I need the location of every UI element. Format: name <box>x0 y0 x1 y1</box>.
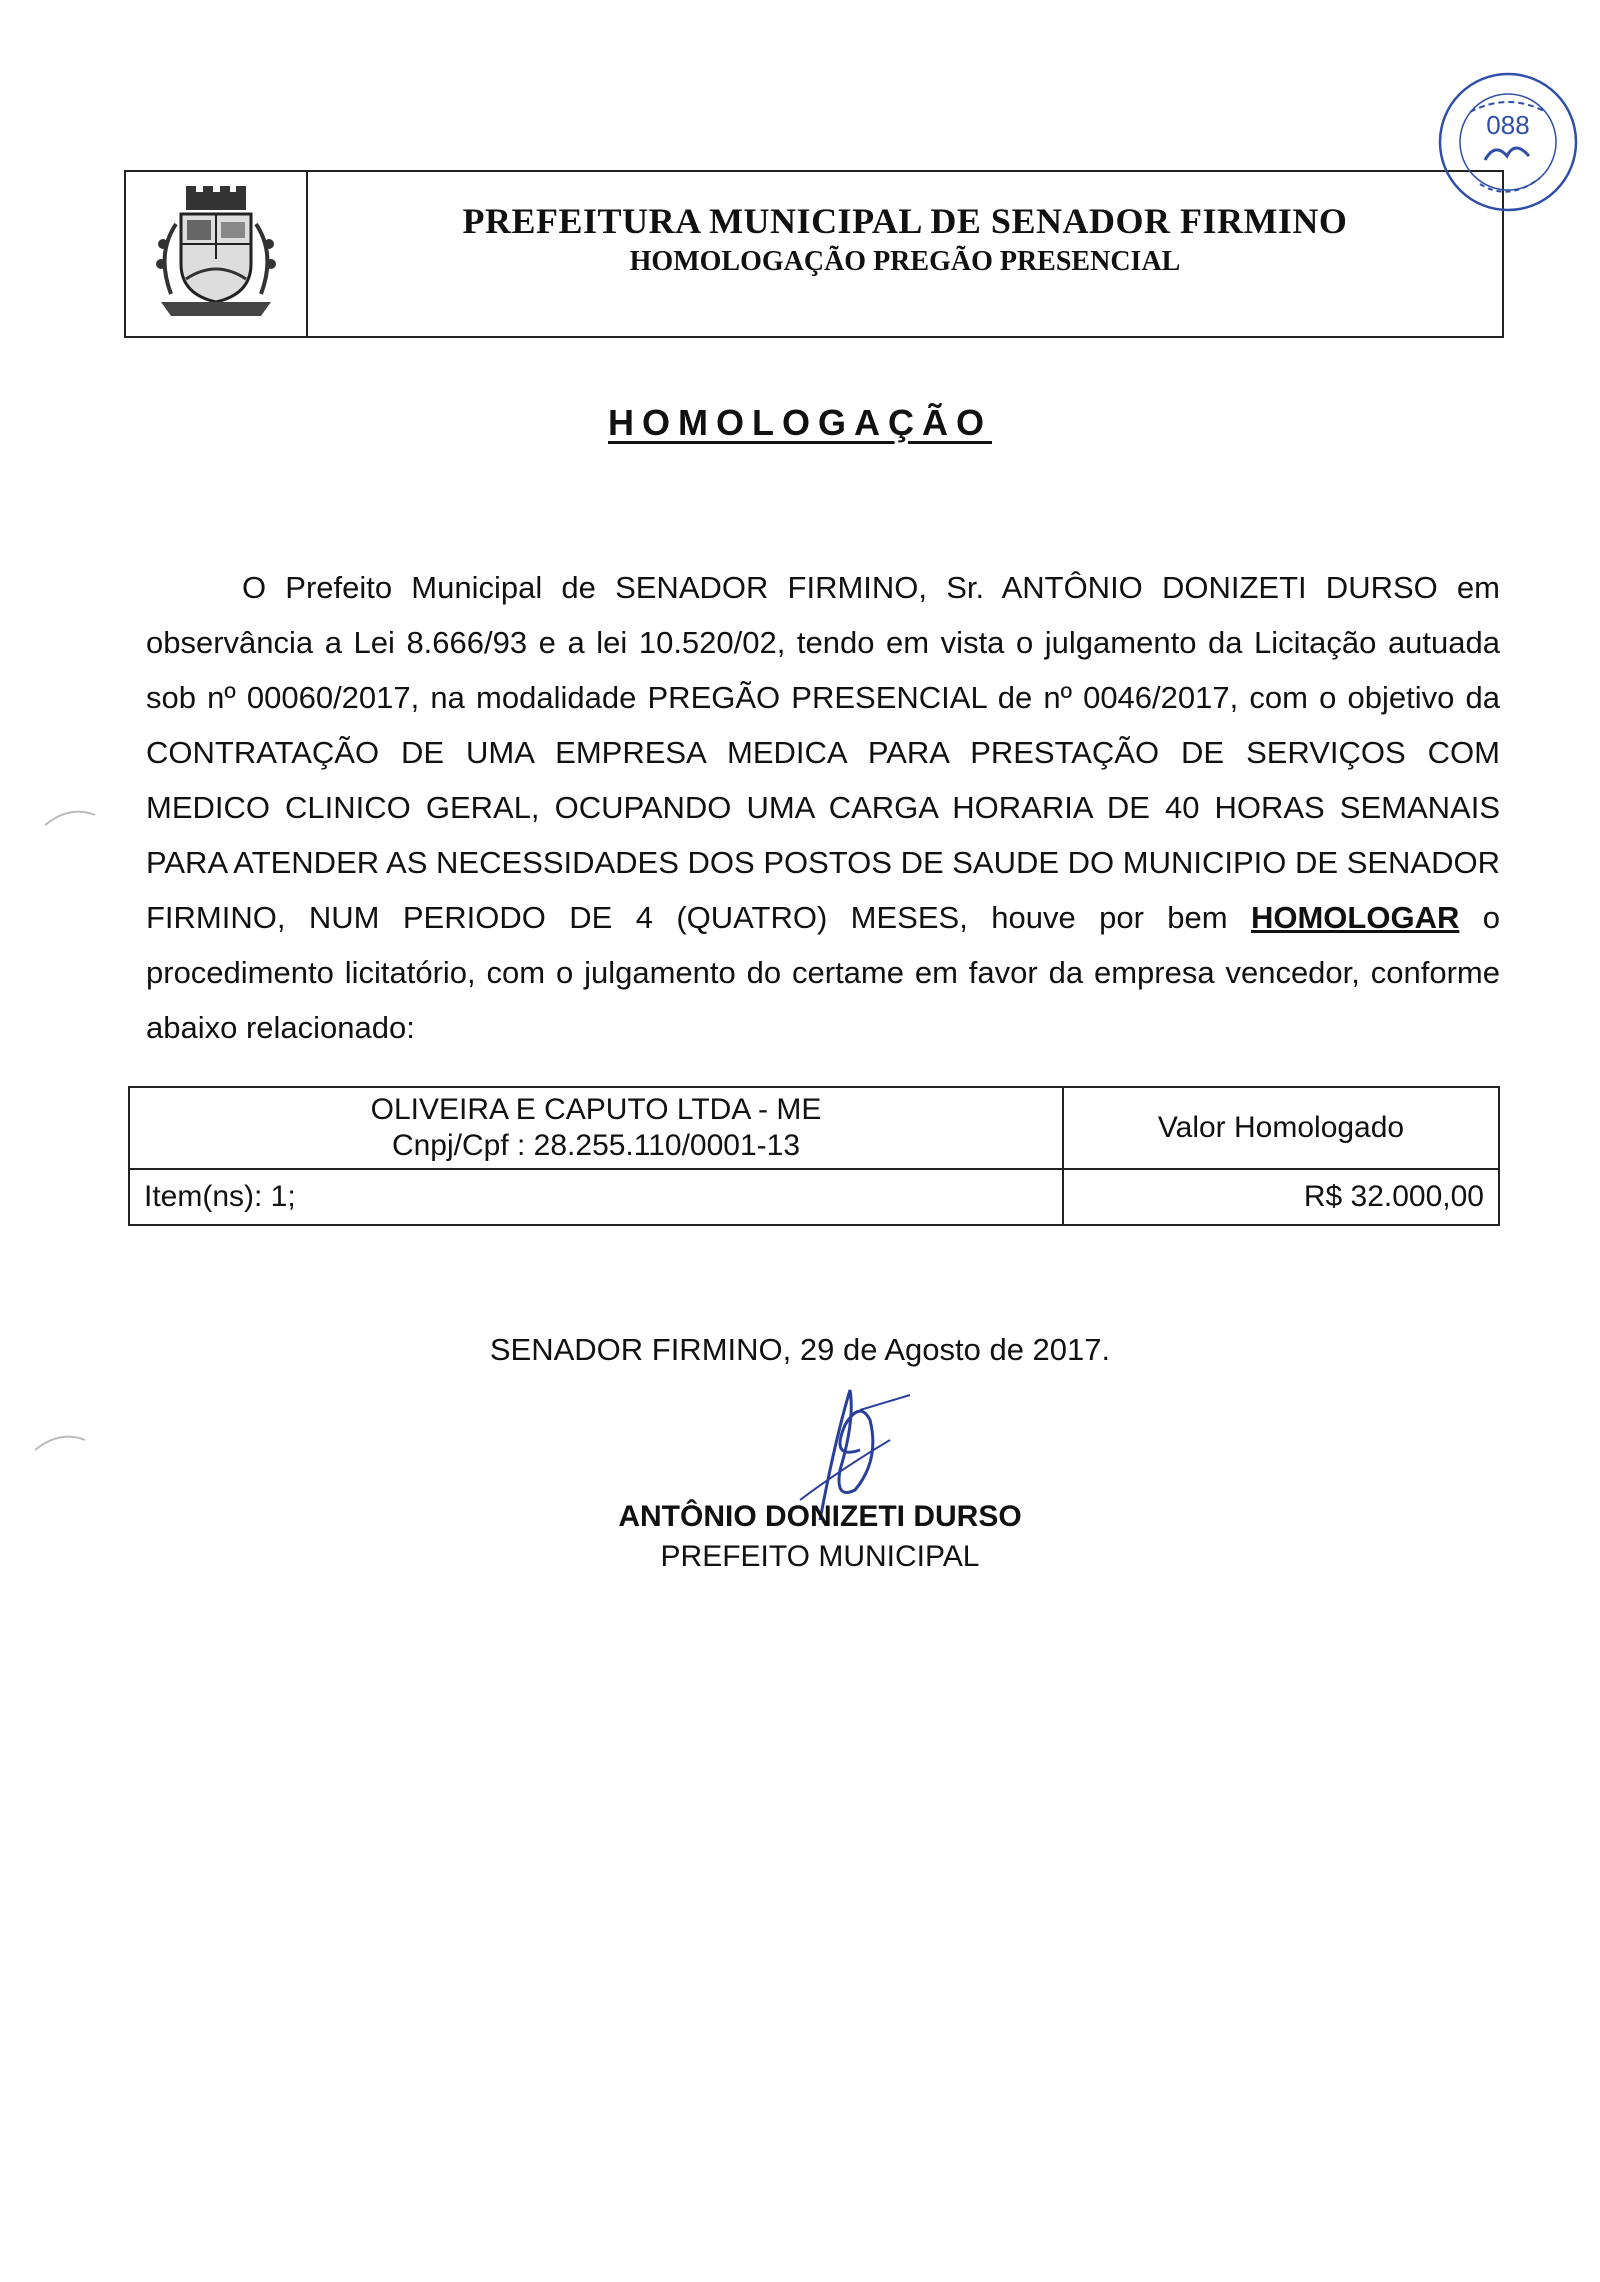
stamp-number: 088 <box>1486 110 1530 140</box>
municipal-coat-of-arms-icon <box>141 184 291 324</box>
company-cell <box>129 1087 1063 1169</box>
homologar-emphasis: HOMOLOGAR <box>1250 900 1460 935</box>
homologated-value-cell: R$ 32.000,00 <box>1063 1169 1499 1225</box>
signer-role: PREFEITO MUNICIPAL <box>660 1540 980 1573</box>
table-row <box>129 1087 1499 1169</box>
municipality-title: PREFEITURA MUNICIPAL DE SENADOR FIRMINO <box>462 201 1348 241</box>
homologation-paragraph <box>146 560 1500 1055</box>
letterhead <box>124 170 1504 338</box>
document-type-subtitle: HOMOLOGAÇÃO PREGÃO PRESENCIAL <box>629 246 1181 277</box>
result-table <box>128 1086 1500 1226</box>
letterhead-text <box>308 200 1502 278</box>
date-line: SENADOR FIRMINO, 29 de Agosto de 2017. <box>489 1332 1111 1367</box>
value-label-cell: Valor Homologado <box>1063 1087 1499 1169</box>
crest-cell <box>126 172 308 336</box>
table-row <box>129 1169 1499 1225</box>
items-cell: Item(ns): 1; <box>129 1169 1063 1225</box>
scan-mark <box>40 800 100 830</box>
document-title-text: HOMOLOGAÇÃO <box>608 402 992 443</box>
paragraph-text-before: O Prefeito Municipal de SENADOR FIRMINO, Sr. ANTÔNIO DONIZETI DURSO em observância a Lei 8.666/93 e a lei 10.520/02, tendo em vista o julgamento da Licitação autuada sob nº 00060/2017, na modalidade PREGÃO PRESENCIAL de nº 0046/2017, com o objetivo da CONTRATAÇÃO DE UMA EMPRESA MEDICA PARA PRESTAÇÃO DE SERVIÇOS COM MEDICO CLINICO GERAL, OCUPANDO UMA CARGA HORARIA DE 40 HORAS SEMANAIS PARA ATENDER AS NECESSIDADES DOS POSTOS DE SAUDE DO MUNICIPIO DE SENADOR FIRMINO, NUM PERIODO DE 4 (QUATRO) MESES, houve por bem <box>146 570 1500 935</box>
signer-name: ANTÔNIO DONIZETI DURSO <box>618 1500 1022 1533</box>
paragraph-text-after: o procedimento licitatório, com o julgamento do certame em favor da empresa vencedor, conforme abaixo relacionado: <box>146 900 1500 1045</box>
scan-mark <box>30 1425 90 1455</box>
document-title <box>0 402 1600 444</box>
commission-stamp <box>1430 52 1580 232</box>
company-cnpj: Cnpj/Cpf : 28.255.110/0001-13 <box>391 1129 801 1162</box>
company-name: OLIVEIRA E CAPUTO LTDA - ME <box>370 1093 822 1126</box>
